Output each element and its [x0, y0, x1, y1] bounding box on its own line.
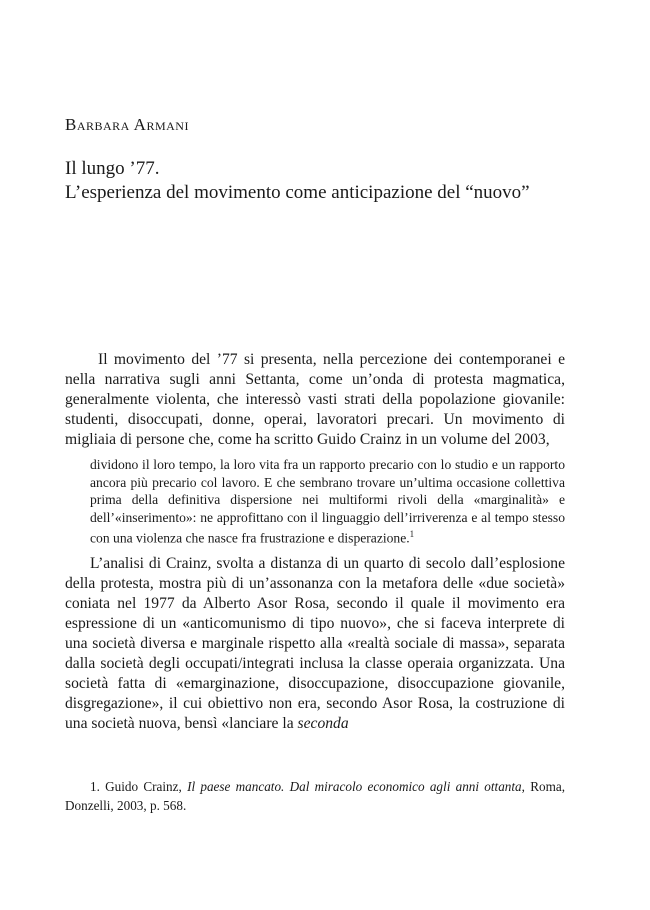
footnote — [65, 777, 565, 815]
footnote-publication: , Roma, Donzelli, 2003, p. 568. — [65, 779, 565, 813]
paragraph-1: Il movimento del ’77 si presenta, nella percezione dei contemporanei e nella narrativa sugli anni Settanta, come un’onda di protesta magmatica, generalmente violenta, che interessò vasti strati della popolazione giovanile: studenti, disoccupati, donne, operai, lavoratori precari. Un movimento di migliaia di persone che, come ha scritto Guido Crainz in un volume del 2003, — [65, 351, 565, 448]
article-title — [65, 157, 605, 205]
block-quote — [90, 456, 565, 548]
footnote-author: Guido Crainz, — [105, 779, 182, 794]
title-line-1: Il lungo ’77. — [65, 158, 160, 179]
footnote-ref[interactable]: 1 — [409, 529, 415, 540]
paragraph-2-italic: seconda — [297, 714, 349, 732]
title-line-2: L’esperienza del movimento come anticipazione del “nuovo” — [65, 182, 530, 203]
article-body — [65, 350, 565, 734]
paragraph-2 — [65, 554, 565, 734]
footnote-book-title: Il paese mancato. Dal miracolo economico agli anni ottanta — [187, 779, 522, 794]
author-name: Barbara Armani — [65, 115, 189, 134]
quote-text: dividono il loro tempo, la loro vita fra un rapporto precario con lo studio e un rapporto ancora più precario col lavoro. E che sembrano trovare un’ultima occasione collettiva prima della definitiva dispersione nei multiformi rivoli della «marginalità» e dell’«inserimento»: ne approfittano con il linguaggio dell’irriverenza e al tempo stesso con una violenza che nasce fra frustrazione e disperazione. — [90, 457, 565, 546]
footnote-number: 1. — [90, 779, 100, 794]
paragraph-2-text: L’analisi di Crainz, svolta a distanza di un quarto di secolo dall’esplosione della protesta, mostra più di un’assonanza con la metafora delle «due società» coniata nel 1977 da Alberto Asor Rosa, secondo il quale il movimento era espressione di un «anticomunismo di tipo nuovo», che si faceva interprete di una società diversa e marginale rispetto alla «realtà sociale di massa», separata dalla società degli occupati/integrati inclusa la classe operaia organizzata. Una società fatta di «emarginazione, disoccupazione, disoccupazione giovanile, disgregazione», il cui obiettivo non era, secondo Asor Rosa, la costruzione di una società nuova, bensì «lanciare la — [65, 554, 565, 732]
